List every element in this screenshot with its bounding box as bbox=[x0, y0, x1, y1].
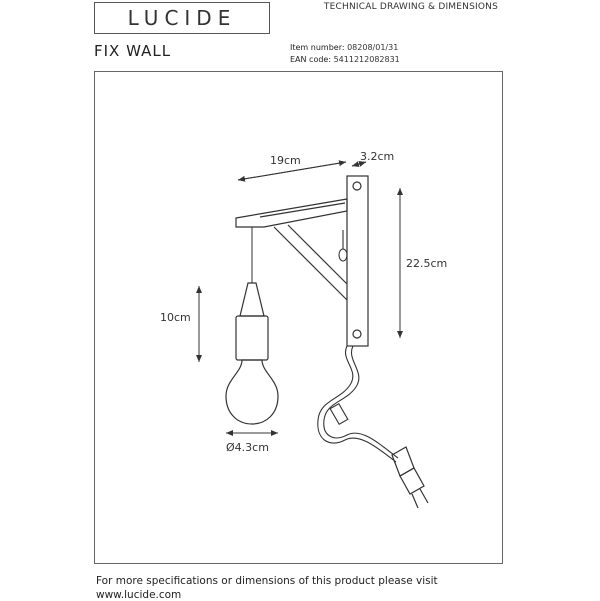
item-number: 08208/01/31 bbox=[347, 43, 399, 52]
dimension-bulb-diameter-label: Ø4.3cm bbox=[226, 441, 269, 454]
power-cable bbox=[318, 346, 398, 462]
dimension-depth-label: 3.2cm bbox=[360, 150, 395, 163]
dimension-bulb-drop-label: 10cm bbox=[160, 311, 191, 324]
bulb-shape bbox=[226, 360, 278, 424]
wall-plate bbox=[347, 176, 368, 346]
item-number-label: Item number: bbox=[290, 43, 345, 52]
ean-label: EAN code: bbox=[290, 55, 332, 64]
product-name: FIX WALL bbox=[94, 42, 172, 60]
bracket-arm bbox=[236, 199, 347, 227]
cable-knot bbox=[339, 230, 347, 261]
ean-code: 5411212082831 bbox=[333, 55, 400, 64]
brand-logo-text: LUCIDE bbox=[127, 6, 237, 30]
dimension-height-label: 22.5cm bbox=[406, 257, 448, 270]
footer-note: For more specifications or dimensions of this product please visit bbox=[96, 575, 438, 587]
plug-shape bbox=[392, 447, 428, 508]
header-subtitle: TECHNICAL DRAWING & DIMENSIONS bbox=[323, 2, 498, 12]
bracket-strut bbox=[274, 225, 347, 300]
footer-website-link[interactable]: www.lucide.com bbox=[96, 589, 182, 601]
lamp-holder bbox=[236, 283, 268, 360]
dimension-width-label: 19cm bbox=[270, 154, 301, 167]
